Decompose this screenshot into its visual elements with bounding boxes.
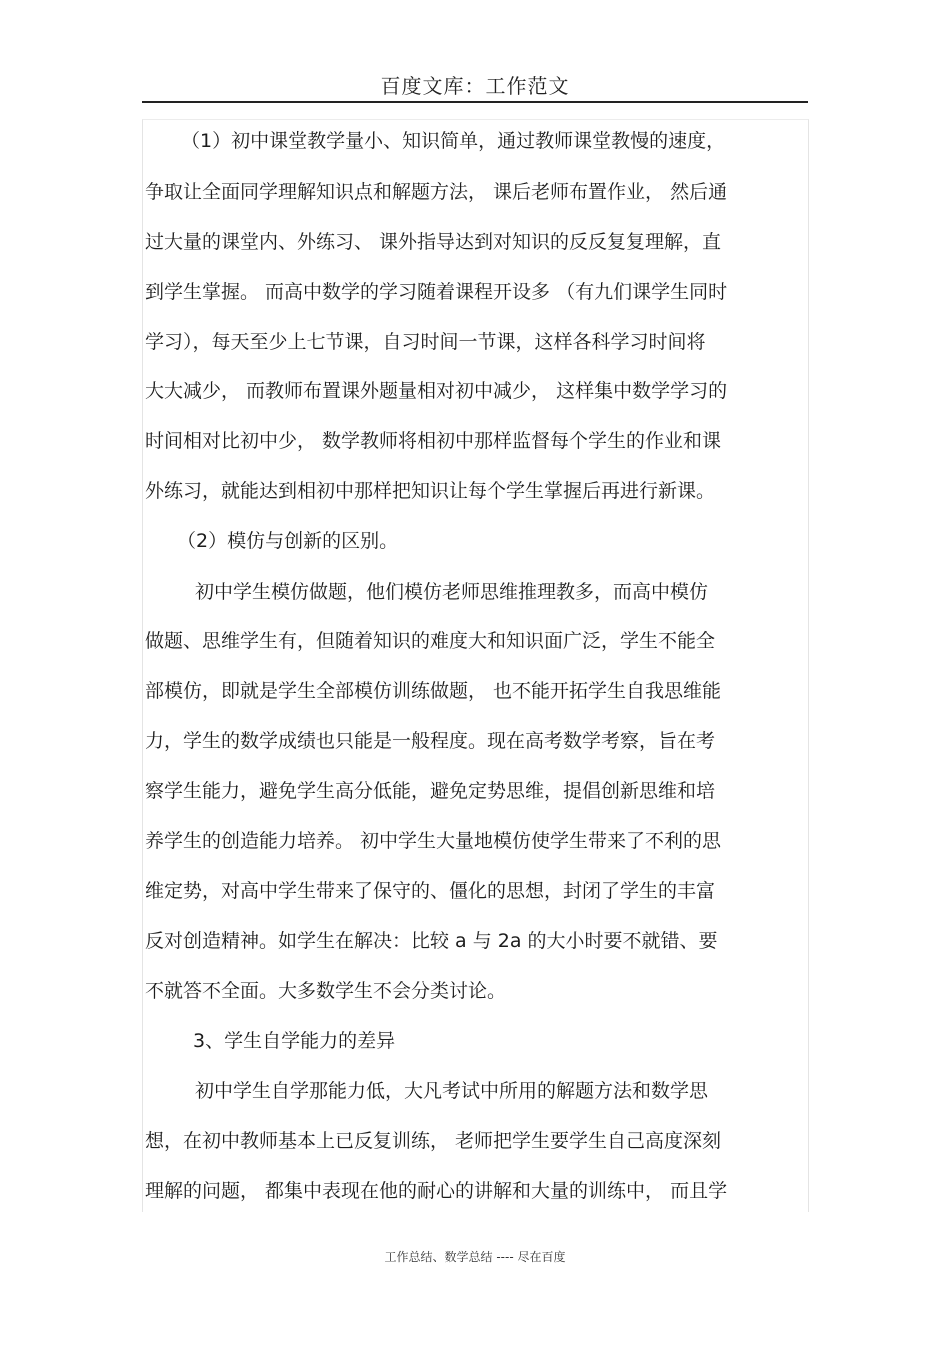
body-line: 初中学生自学那能力低，大凡考试中所用的解题方法和数学思 bbox=[195, 1080, 709, 1102]
page-header-title: 百度文库：工作范文 bbox=[380, 74, 570, 98]
body-line: 理解的问题， 都集中表现在他的耐心的讲解和大量的训练中， 而且学 bbox=[145, 1180, 728, 1202]
body-line: 过大量的课堂内、外练习、 课外指导达到对知识的反反复复理解，直 bbox=[145, 231, 722, 253]
body-line: 大大减少， 而教师布置课外题量相对初中减少， 这样集中数学学习的 bbox=[145, 380, 728, 402]
body-line: 养学生的创造能力培养。 初中学生大量地模仿使学生带来了不利的思 bbox=[145, 830, 722, 852]
body-line: 察学生能力，避免学生高分低能，避免定势思维，提倡创新思维和培 bbox=[145, 780, 716, 802]
page-footer: 工作总结、数学总结 ---- 尽在百度 bbox=[384, 1250, 566, 1264]
body-line: 做题、思维学生有，但随着知识的难度大和知识面广泛，学生不能全 bbox=[145, 630, 716, 652]
body-line: 争取让全面同学理解知识点和解题方法， 课后老师布置作业， 然后通 bbox=[145, 181, 728, 203]
body-line: 外练习，就能达到相初中那样把知识让每个学生掌握后再进行新课。 bbox=[145, 480, 716, 502]
body-line: 初中学生模仿做题，他们模仿老师思维推理教多，而高中模仿 bbox=[195, 581, 709, 603]
body-line: 到学生掌握。 而高中数学的学习随着课程开设多 （有九们课学生同时 bbox=[145, 281, 728, 303]
header-divider bbox=[142, 101, 808, 103]
body-line: （1）初中课堂教学量小、知识简单，通过教师课堂教慢的速度， bbox=[181, 130, 726, 152]
document-body bbox=[142, 119, 809, 1212]
body-line: 学习），每天至少上七节课，自习时间一节课，这样各科学习时间将 bbox=[145, 331, 706, 353]
section-heading: 3、学生自学能力的差异 bbox=[193, 1030, 396, 1052]
body-line: 不就答不全面。大多数学生不会分类讨论。 bbox=[145, 980, 507, 1002]
body-line: 部模仿，即就是学生全部模仿训练做题， 也不能开拓学生自我思维能 bbox=[145, 680, 722, 702]
body-line: 反对创造精神。如学生在解决：比较 a 与 2a 的大小时要不就错、要 bbox=[145, 930, 718, 952]
body-line: 力，学生的数学成绩也只能是一般程度。现在高考数学考察，旨在考 bbox=[145, 730, 716, 752]
body-line: 时间相对比初中少， 数学教师将相初中那样监督每个学生的作业和课 bbox=[145, 430, 722, 452]
body-line: 想，在初中教师基本上已反复训练， 老师把学生要学生自己高度深刻 bbox=[145, 1130, 722, 1152]
section-heading: （2）模仿与创新的区别。 bbox=[177, 530, 399, 552]
body-line: 维定势，对高中学生带来了保守的、僵化的思想，封闭了学生的丰富 bbox=[145, 880, 716, 902]
